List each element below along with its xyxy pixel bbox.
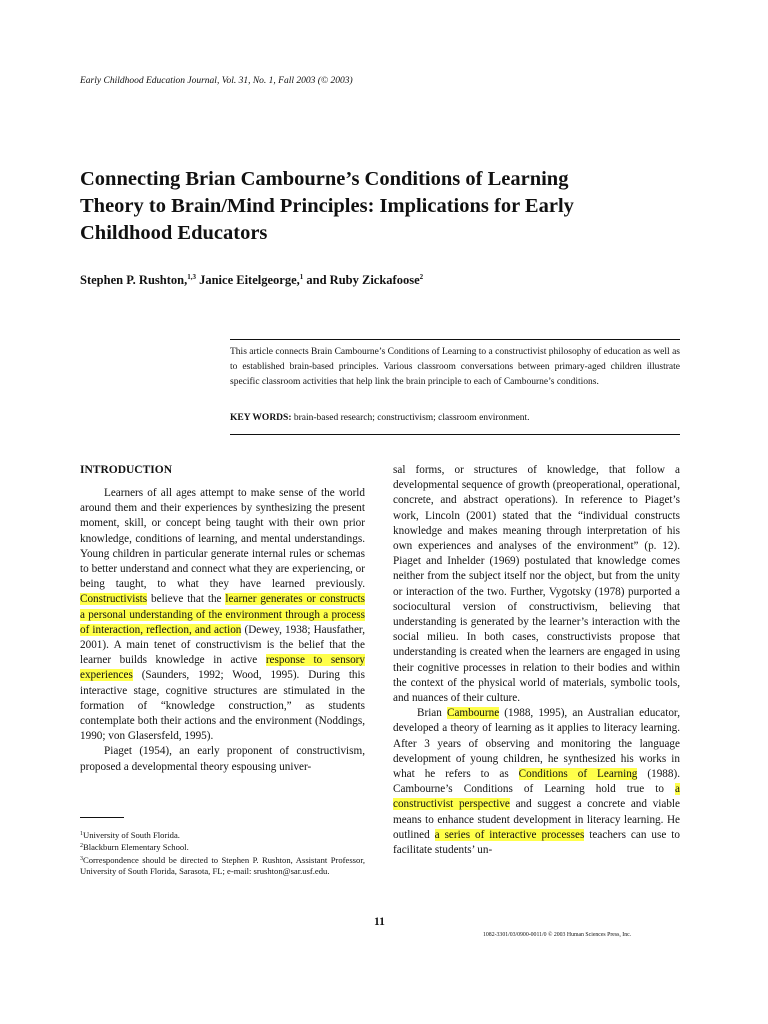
footnote (80, 841, 365, 853)
footnote-text: Correspondence should be directed to Stephen P. Rushton, Assistant Professor, University of South Florida, Sarasota, FL; e-mail: srushton@sar.usf.edu. (80, 854, 365, 877)
footnote (80, 829, 365, 841)
title-line-1: Connecting Brian Cambourne’s Conditions of Learning (80, 168, 569, 190)
footnotes (80, 829, 365, 878)
author-name: Janice Eitelgeorge, (195, 273, 300, 287)
highlighted-text: Constructivists (80, 593, 148, 606)
text-run: (Saunders, 1992; Wood, 1995). During this interactive stage, cognitive structures are stimulated in the formation of “knowledge construction,” as students contemplate both their actions and the environment (Noddings, 1990; von Glasersfeld, 1995). (80, 669, 365, 743)
author-affiliation-marker: 2 (419, 273, 424, 281)
footnote-text: University of South Florida. (83, 830, 180, 840)
text-run: (1988). Cambourne’s Conditions of Learning hold true to (393, 768, 680, 796)
body-paragraph: Piaget (1954), an early proponent of constructivism, proposed a developmental theory espousing univer- (80, 745, 365, 773)
text-run: (1988, 1995), an Australian educator, developed a theory of learning as it applies to literacy learning. After 3 years of observing and monitoring the language development of young children, he synthesized his works in what he refers to as (393, 707, 680, 781)
author-affiliation-marker: 1 (299, 273, 304, 281)
title-line-3: Childhood Educators (80, 222, 268, 244)
title-line-2: Theory to Brain/Mind Principles: Implications for Early (80, 195, 574, 217)
body-column-right (393, 463, 680, 858)
journal-citation: Early Childhood Education Journal, Vol. 31, No. 1, Fall 2003 (© 2003) (80, 76, 353, 86)
author-name: Stephen P. Rushton, (80, 273, 188, 287)
keywords-line (230, 413, 529, 423)
author-affiliation-marker: 1,3 (187, 273, 196, 281)
footnote-text: Blackburn Elementary School. (83, 842, 189, 853)
abstract-bottom-rule (230, 434, 680, 435)
highlighted-text: learner generates or constructs a personal understanding of the environment through a process of interaction, reflection, and action (80, 593, 366, 636)
highlighted-text: response to sensory experiences (80, 654, 366, 682)
text-run: and suggest a concrete and viable means to enhance student development in literacy learning. He outlined (393, 798, 680, 841)
text-run: Learners of all ages attempt to make sense of the world around them and their experiences by synthesizing the present moment, skill, or concept being taught with their own prior knowledge, conditions of learning, and mental understandings. Young children in particular generate internal rules or schemas to better understand and connect what they are experiencing, or being taught, to what they have learned previously. (80, 487, 365, 591)
body-paragraph: sal forms, or structures of knowledge, that follow a developmental sequence of growth (preoperational, operational, concrete, and abstract operations). In reference to Piaget’s work, Lincoln (2001) stated that the “individual constructs knowledge and makes meaning through interpretation of his own experiences and analyses of the environment” (p. 12). Piaget and Inhelder (1969) postulated that knowledge comes neither from the subject itself nor the object, but from the unity or interaction of the two. Further, Vygotsky (1978) purported a sociocultural version of constructivism, believing that understanding is generated by the learner’s interaction with the social milieu. In both cases, constructivists propose that understanding is created when the learners are engaged in using their cognitive processes in relation to their bodies and within the context of the physical world of materials, symbolic tools, and nuances of their culture. (393, 464, 680, 705)
footnote-marker: 2 (80, 843, 83, 850)
footnote (80, 854, 365, 878)
abstract-text: This article connects Brain Cambourne’s Conditions of Learning to a constructivist philosophy of education as well as to established brain-based principles. Various classroom conversations between primary-aged children illustrate specific classroom activities that help link the brain principle to each of Cambourne’s conditions. (230, 347, 680, 387)
highlighted-text: a series of interactive processes (434, 828, 585, 841)
body-paragraph (80, 486, 365, 744)
footnote-marker: 1 (80, 831, 83, 837)
highlighted-text: a constructivist perspective (393, 783, 680, 811)
highlighted-text: Conditions of Learning (518, 768, 638, 781)
footnote-divider (80, 817, 124, 818)
text-run: (Dewey, 1938; Hausfather, 2001). A main tenet of constructivism is the belief that the learner builds knowledge in active (80, 623, 365, 667)
article-title (80, 166, 680, 247)
footnote-marker: 3 (80, 855, 83, 862)
keywords-label: KEY WORDS: (230, 413, 292, 423)
text-run: believe that the (147, 593, 226, 606)
keywords-list: brain-based research; constructivism; classroom environment. (291, 413, 530, 423)
section-heading-introduction: INTRODUCTION (80, 464, 173, 476)
page-number: 11 (374, 916, 385, 928)
author-list (80, 273, 423, 288)
text-run: teachers can use to facilitate students’ un- (393, 828, 680, 857)
abstract-top-rule (230, 339, 680, 340)
body-column-left (80, 486, 365, 775)
author-name: and Ruby Zickafoose (303, 273, 420, 287)
text-run: Brian (417, 707, 447, 720)
copyright-line: 1082-3301/03/0900-0011/0 © 2003 Human Sciences Press, Inc. (483, 932, 632, 938)
body-paragraph (393, 706, 680, 858)
highlighted-text: Cambourne (446, 707, 500, 720)
